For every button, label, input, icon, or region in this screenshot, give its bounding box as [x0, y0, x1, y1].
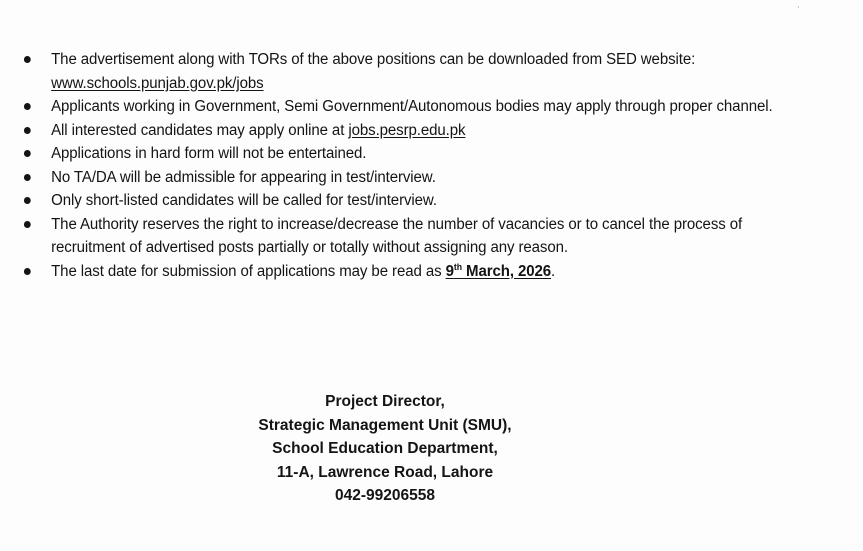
bullet-icon: [24, 150, 31, 157]
ta-da-text: No TA/DA will be admissible for appearing in test/interview.: [51, 168, 436, 186]
last-date-value: [446, 263, 551, 280]
sed-website-link[interactable]: www.schools.punjab.gov.pk/jobs: [51, 74, 264, 92]
jobs-portal-link[interactable]: jobs.pesrp.edu.pk: [348, 121, 466, 139]
instructions-list: [22, 48, 832, 283]
list-item-government-applicants: [22, 95, 808, 119]
authority-rights-text: The Authority reserves the right to increase/decrease the number of vacancies or to cancel the process of recruitment of advertised posts partially or totally without assigning any reason.: [51, 215, 743, 256]
list-item-apply-online: [22, 119, 808, 143]
hard-form-text: Applications in hard form will not be entertained.: [51, 145, 367, 162]
bullet-icon: [24, 174, 31, 181]
scan-mark: ': [797, 5, 799, 14]
bullet-icon: [24, 221, 31, 228]
list-item-last-date: [22, 260, 808, 284]
short-listed-text: Only short-listed candidates will be called for test/interview.: [51, 192, 437, 209]
last-date-suffix: th: [453, 261, 462, 272]
last-date-text: The last date for submission of applications may be read as: [51, 262, 442, 280]
bullet-icon: [24, 127, 31, 134]
last-date-month-year: March, 2026: [466, 262, 552, 280]
apply-online-text: All interested candidates may apply online at: [51, 121, 345, 139]
address-title: Project Director,: [325, 393, 445, 410]
last-date-day: 9: [445, 262, 454, 280]
address-phone: 042-99206558: [335, 487, 435, 504]
last-date-period: .: [551, 262, 556, 280]
bullet-icon: [24, 103, 31, 110]
list-item-hard-form: [22, 142, 808, 166]
bullet-icon: [24, 268, 31, 275]
address-street: 11-A, Lawrence Road, Lahore: [276, 463, 494, 481]
list-item-authority-rights: [22, 213, 808, 260]
list-item-download-tors: [22, 48, 808, 95]
contact-address-block: [230, 390, 540, 508]
list-item-short-listed: [22, 189, 808, 213]
address-unit: Strategic Management Unit (SMU),: [258, 416, 512, 434]
download-text: The advertisement along with TORs of the above positions can be downloaded from SED website:: [51, 51, 696, 68]
government-applicants-text: Applicants working in Government, Semi Government/Autonomous bodies may apply through proper channel.: [51, 98, 773, 115]
address-department: School Education Department,: [272, 440, 498, 457]
bullet-icon: [24, 197, 31, 204]
list-item-ta-da: [22, 166, 808, 190]
bullet-icon: [24, 56, 31, 63]
